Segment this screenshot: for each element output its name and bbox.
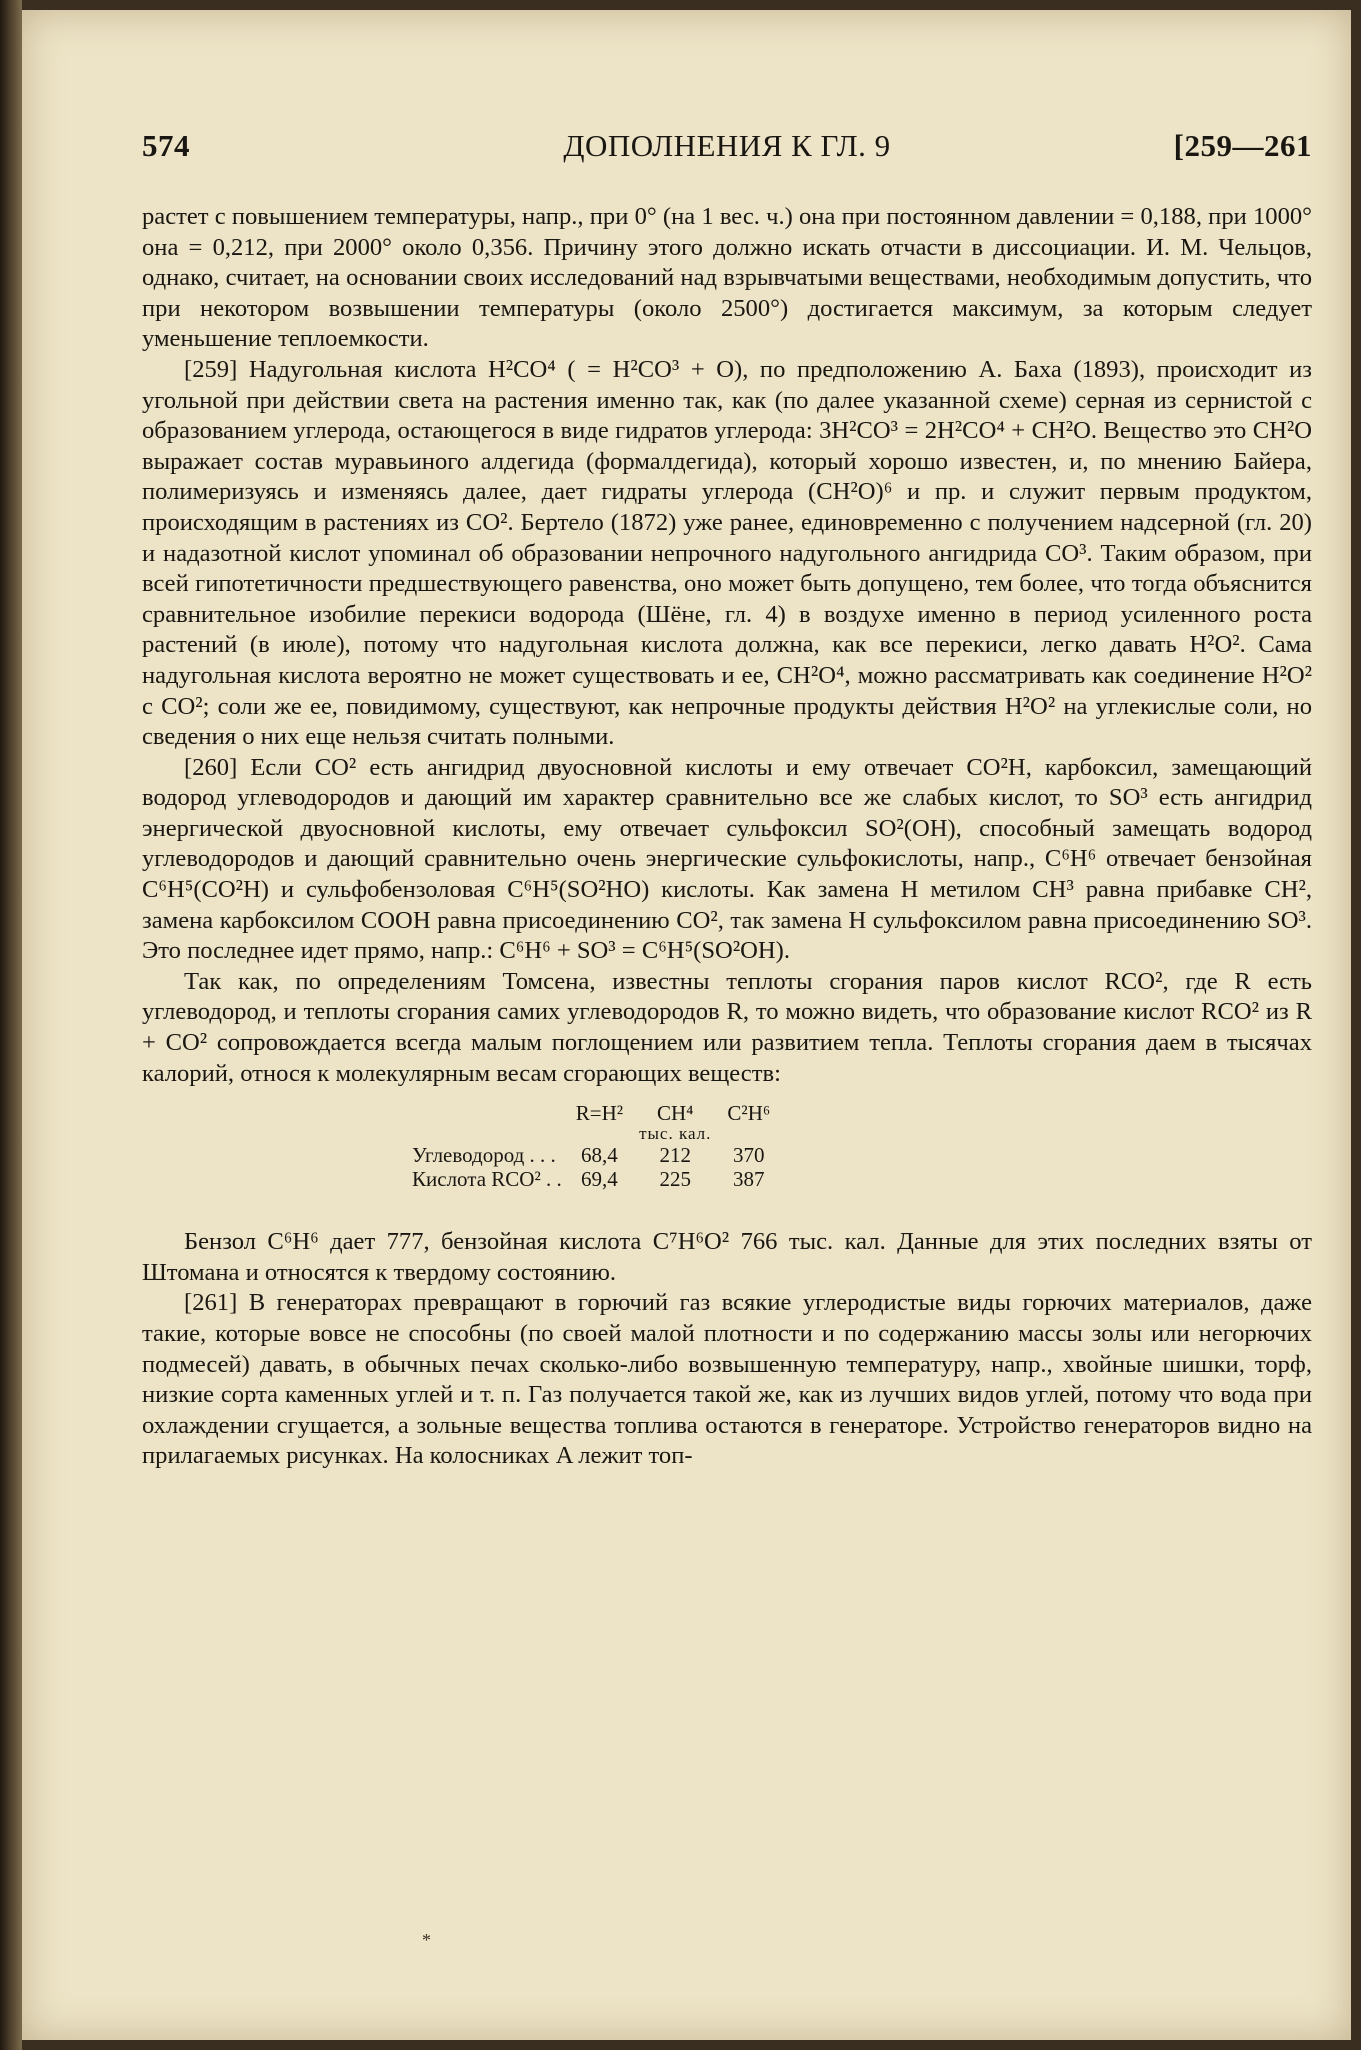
paragraph-thomsen: Так как, по определениям Томсена, известны теплоты сгорания паров кислот RCO², где R есть углеводород, и теплоты сгорания самих углеводородов R, то можно видеть, что образование кислот RCO² из R + CO² сопровождается всегда малым поглощением или развитием тепла. Теплоты сгорания даем в тысячах калорий, относя к молекулярным весам сгорающих веществ: xyxy=(142,967,1312,1087)
table-cell: 387 xyxy=(733,1167,765,1192)
paragraph-continuation: растет с повышением температуры, напр., при 0° (на 1 вес. ч.) она при постоянном давлении = 0,188, при 1000° она = 0,212, при 2000° около 0,356. Причину этого должно искать отчасти в диссоциации. И. М. Чельцов, однако, считает, на основании своих исследований над взрывчатыми веществами, необходимым допустить, что при некотором возвышении температуры (около 2500°) достигается максимум, за которым следует уменьшение теплоемкости. xyxy=(142,203,1312,353)
book-spine-edge xyxy=(0,0,22,2050)
table-col-header: CH⁴ xyxy=(656,1101,694,1126)
paragraph-note-260: [260] Если CO² есть ангидрид двуосновной кислоты и ему отвечает CO²H, карбоксил, замещающий водород углеводородов и дающий им характер сравнительно все же слабых кислот, то SO³ есть ангидрид энергической двуосновной кислоты, ему отвечает сульфоксил SO²(OH), способный замещать водород углеводородов и дающий сравнительно очень энергические сульфокислоты, напр., C⁶H⁶ отвечает бензойная C⁶H⁵(CO²H) и сульфобензоловая C⁶H⁵(SO²HO) кислоты. Как замена H метилом CH³ равна прибавке CH², замена карбоксилом COOH равна присоединению CO², так замена H сульфоксилом равна присоединению SO³. Это последнее идет прямо, напр.: C⁶H⁶ + SO³ = C⁶H⁵(SO²OH). xyxy=(142,753,1312,965)
table-unit-spacer xyxy=(404,1125,568,1143)
note-range: [259—261 xyxy=(1173,128,1312,163)
running-title: ДОПОЛНЕНИЯ К ГЛ. 9 xyxy=(563,128,891,163)
running-header xyxy=(142,120,1312,180)
table-row-label: Углеводород . . . xyxy=(412,1143,556,1168)
book-page xyxy=(22,10,1351,2040)
table-cell: 212 xyxy=(659,1143,691,1168)
table-col-header: C²H⁶ xyxy=(727,1101,771,1126)
table-row xyxy=(404,1167,778,1191)
table-header-row xyxy=(404,1101,778,1125)
page-content xyxy=(142,120,1312,1472)
page-mark: * xyxy=(422,1930,431,1950)
table-cell: 68,4 xyxy=(581,1143,618,1168)
paragraph-benzene: Бензол C⁶H⁶ дает 777, бензойная кислота C⁷H⁶O² 766 тыс. кал. Данные для этих последних взяты от Штомана и относятся к твердому состоянию. xyxy=(142,1228,1312,1286)
table-cell: 225 xyxy=(659,1167,691,1192)
table-unit-row xyxy=(404,1125,778,1143)
table-unit-spacer xyxy=(719,1125,778,1143)
paragraph-note-261: [261] В генераторах превращают в горючий газ всякие углеродистые виды горючих материалов, даже такие, которые вовсе не способны (по своей малой плотности и по содержанию массы золы или негорючих подмесей) давать, в обычных печах сколько-либо возвышенную температуру, напр., хвойные шишки, торф, низкие сорта каменных углей и т. п. Газ получается такой же, как из лучших видов углей, потому что вода при охлаждении сгущается, а зольные вещества топлива остаются в генераторе. Устройство генераторов видно на прилагаемых рисунках. На колосниках A лежит топ- xyxy=(142,1289,1312,1470)
heat-of-combustion-table xyxy=(404,1101,778,1191)
table-col-header: R=H² xyxy=(575,1101,624,1126)
table-row-label: Кислота RCO² . . xyxy=(412,1167,562,1192)
paragraph-note-259: [259] Надугольная кислота H²CO⁴ ( = H²CO³ + O), по предположению А. Баха (1893), происходит из угольной при действии света на растения именно так, как (по далее указанной схеме) серная из сернистой с образованием углерода, остающегося в виде гидратов углерода: 3H²CO³ = 2H²CO⁴ + CH²O. Вещество это CH²O выражает состав муравьиного алдегида (формалдегида), который хорошо известен, и, по мнению Байера, полимеризуясь и изменяясь далее, дает гидраты углерода (CH²O)⁶ и пр. и служит первым продуктом, происходящим в растениях из CO². Бертело (1872) уже ранее, единовременно с получением надсерной (гл. 20) и надазотной кислот упоминал об образовании непрочного надугольного ангидрида CO³. Таким образом, при всей гипотетичности предшествующего равенства, оно может быть допущено, тем более, что тогда объяснится сравнительное изобилие перекиси водорода (Шёне, гл. 4) в воздухе именно в период усиленного роста растений (в июле), потому что надугольная кислота должна, как все перекиси, легко давать H²O². Сама надугольная кислота вероятно не может существовать и ее, CH²O⁴, можно рассматривать как соединение H²O² с CO²; соли же ее, повидимому, существуют, как непрочные продукты действия H²O² на углекислые соли, но сведения о них еще нельзя считать полными. xyxy=(142,355,1312,751)
page-number: 574 xyxy=(142,128,190,163)
table-cell: 69,4 xyxy=(581,1167,618,1192)
body-text xyxy=(142,202,1312,1472)
table-unit-label: тыс. кал. xyxy=(639,1124,712,1144)
table-unit-spacer xyxy=(568,1125,631,1143)
table-corner xyxy=(404,1101,568,1125)
table-cell: 370 xyxy=(733,1143,765,1168)
table-row xyxy=(404,1143,778,1167)
